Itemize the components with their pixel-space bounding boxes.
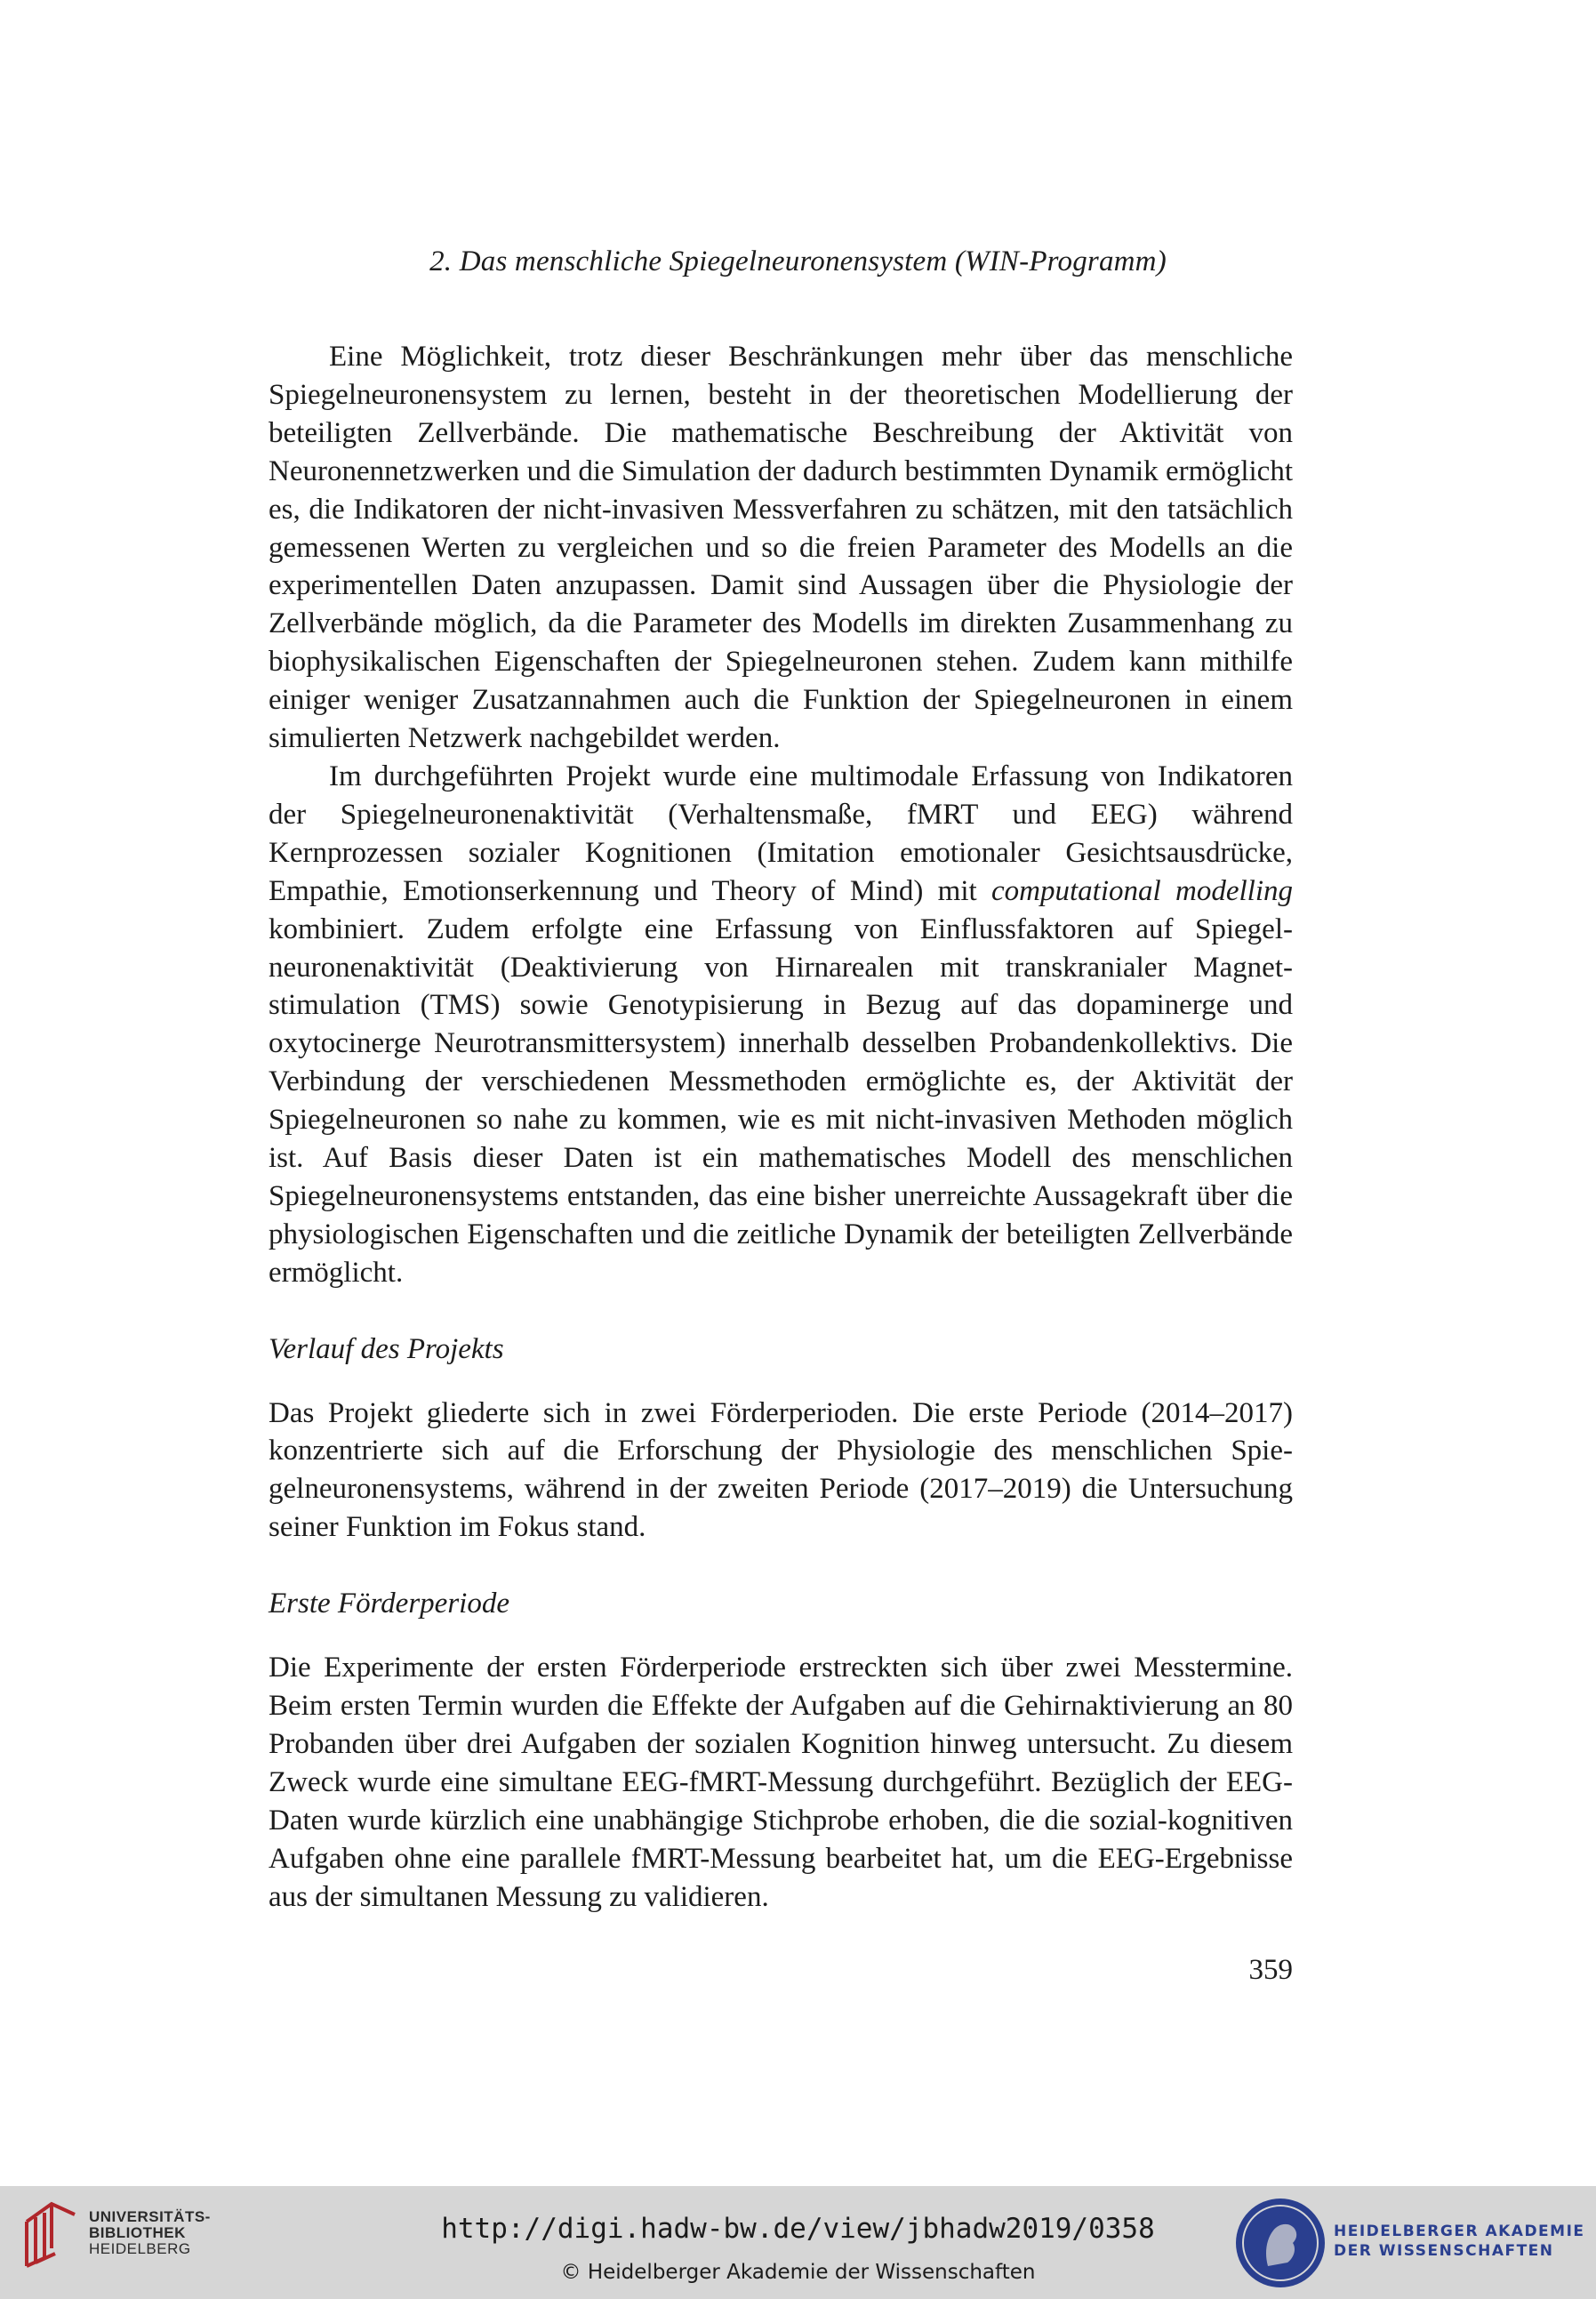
paragraph-project-text-1: Im durchgeführten Projekt wurde eine multimodale Erfassung von Indikatoren der Spiegelneuronenaktivität (Verhaltensmaße, fMRT und EEG) während Kernprozessen sozialer Kognitionen (Imitation emotionaler Gesichtsausdrücke, Empathie, Emotionserkennung und Theory of Mind) mit (269, 760, 1293, 907)
library-name-line-3: HEIDELBERG (89, 2240, 191, 2257)
library-name-line-1: UNIVERSITÄTS- (89, 2208, 211, 2225)
footer-bar (0, 2186, 1596, 2299)
academy-name (1334, 2222, 1585, 2261)
permalink-url[interactable]: http://digi.hadw-bw.de/view/jbhadw2019/0358 (441, 2213, 1155, 2245)
paragraph-project (269, 758, 1293, 1292)
library-name-line-2: BIBLIOTHEK (89, 2224, 186, 2241)
academy-name-line-1: HEIDELBERGER AKADEMIE (1334, 2223, 1585, 2240)
section-heading-verlauf: Verlauf des Projekts (269, 1332, 504, 1365)
paragraph-periods: Das Projekt gliederte sich in zwei Förderperioden. Die erste Periode (2014–2017) konzentrierte sich auf die Erforschung der Physiologie des menschlichen Spiegelneuronensystems, während in der zweiten Periode (2017–2019) die Untersuchung seiner Funktion im Fokus stand. (269, 1396, 1293, 1544)
running-header: 2. Das menschliche Spiegelneuronensystem (WIN-Programm) (429, 245, 1167, 277)
page-number: 359 (1248, 1954, 1293, 1986)
paragraph-modelling: Eine Möglichkeit, trotz dieser Beschränkungen mehr über das menschliche Spiegelneuronensystem zu lernen, besteht in der theoretischen Modellierung der beteiligten Zellverbände. Die mathematische Beschreibung der Aktivität von Neuronennetzwerken und die Simulation der dadurch bestimmten Dynamik ermöglicht es, die Indikatoren der nicht-invasiven Messverfahren zu schätzen, mit den tatsächlich gemessenen Werten zu vergleichen und so die freien Parameter des Modells an die experimentellen Daten anzupassen. Damit sind Aussagen über die Physiologie der Zellverbände möglich, da die Parameter des Modells im direkten Zusammenhang zu biophysikalischen Eigenschaften der Spiegelneuronen stehen. Zudem kann mithilfe einiger weniger Zusatzannahmen auch die Funktion der Spiegelneuronen in einem simulierten Netzwerk nachgebildet werden. (269, 341, 1293, 755)
paragraph-project-text-2: kombiniert. Zudem erfolgte eine Erfassung von Einflussfaktoren auf Spiegelneuronenaktivität (Deaktivierung von Hirnarealen mit transkranialer Magnetstimulation (TMS) sowie Genotypisierung in Bezug auf das dopaminerge und oxytocinerge Neurotransmittersystem) innerhalb desselben Probandenkollektivs. Die Verbindung der verschiedenen Messmethoden ermöglichte es, der Aktivität der Spiegelneuronen so nahe zu kommen, wie es mit nicht-invasiven Methoden möglich ist. Auf Basis dieser Daten ist ein mathematisches Modell des menschlichen Spiegelneuronensystems entstanden, das eine bisher unerreichte Aussagekraft über die physiologischen Eigenschaften und die zeitliche Dynamik der beteiligten Zellverbände ermöglicht. (269, 912, 1293, 1289)
section-heading-erste-foerderperiode: Erste Förderperiode (269, 1588, 509, 1620)
academy-name-line-2: DER WISSENSCHAFTEN (1334, 2242, 1554, 2260)
academy-seal-icon (1232, 2195, 1328, 2291)
paragraph-experiments: Die Experimente der ersten Förderperiode erstreckten sich über zwei Messtermine. Beim ersten Termin wurden die Effekte der Aufgaben auf die Gehirnaktivierung an 80 Probanden über drei Aufgaben der sozialen Kognition hinweg untersucht. Zu diesem Zweck wurde eine simultane EEG-fMRT-Messung durchgeführt. Bezüglich der EEG-Daten wurde kürzlich eine unabhängige Stichprobe erhoben, die die sozial-kognitiven Aufgaben ohne eine parallele fMRT-Messung bearbeitet hat, um die EEG-Ergebnisse aus der simultanen Messung zu validieren. (269, 1652, 1293, 1913)
main-text (269, 338, 1293, 1916)
copyright-notice: © Heidelberger Akademie der Wissenschaften (560, 2261, 1036, 2284)
emphasis-computational-modelling: computational modelling (991, 874, 1293, 907)
